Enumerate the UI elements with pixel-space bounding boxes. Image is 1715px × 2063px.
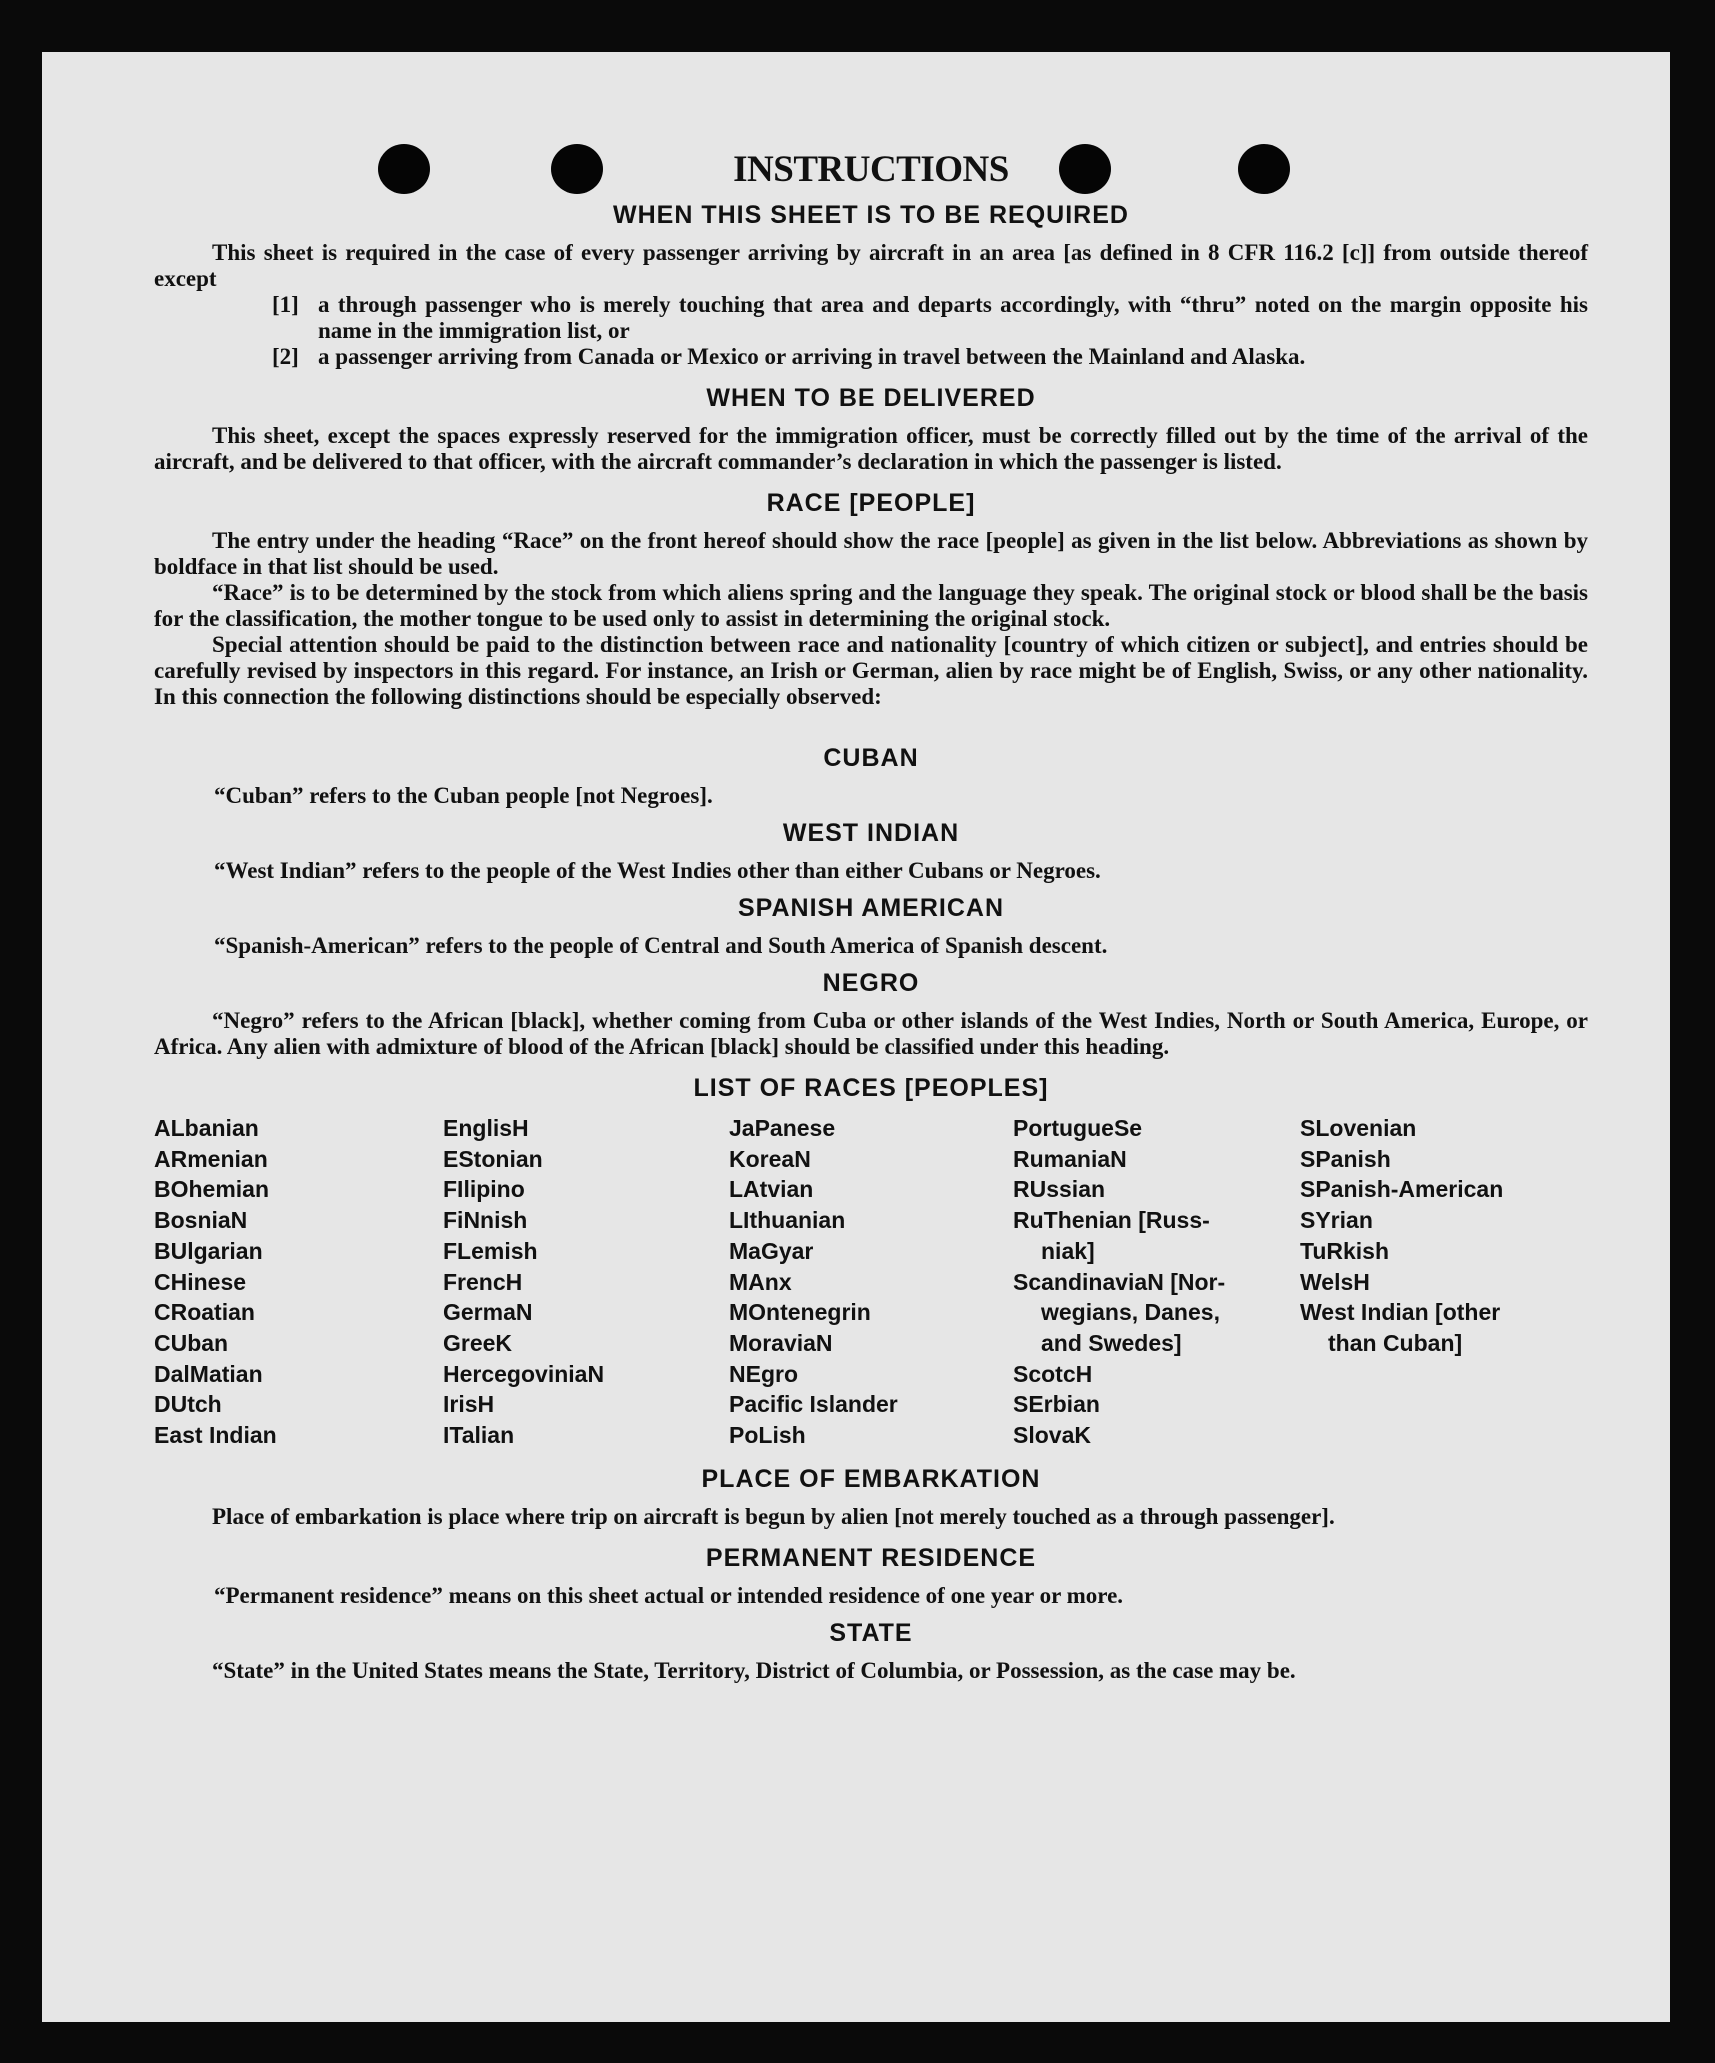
race-entry: EnglisH: [443, 1115, 529, 1141]
race-entry: MoraviaN: [729, 1329, 833, 1356]
race-entry: ALbanian: [154, 1115, 259, 1141]
heading-required: WHEN THIS SHEET IS TO BE REQUIRED: [613, 201, 1129, 229]
race-entry: and Swedes]: [1041, 1329, 1182, 1356]
race-entry: SlovaK: [1013, 1422, 1091, 1449]
heading-negro: NEGRO: [822, 969, 920, 997]
negro-text: “Negro” refers to the African [black], whether coming from Cuba or other islands of the West Indies, North or South America, Europe, or Africa. Any alien with admixture of blood of the African [black] should be classified under this heading.: [154, 1008, 1588, 1059]
race-paragraph: The entry under the heading “Race” on the front hereof should show the race [people] as given in the list below. Abbreviations as shown by boldface in that list should be used.: [154, 528, 1588, 579]
race-entry: RuThenian [Russ-: [1013, 1207, 1210, 1234]
race-entry: FiNnish: [443, 1207, 528, 1234]
heading-list-of-races: LIST OF RACES [PEOPLES]: [693, 1074, 1049, 1102]
race-entry: DalMatian: [154, 1360, 263, 1387]
race-entry: MaGyar: [729, 1237, 814, 1264]
instructions-content: [154, 148, 1588, 1684]
race-entry: BosniaN: [154, 1207, 248, 1234]
spanish-american-text: “Spanish-American” refers to the people of Central and South America of Spanish descent.: [214, 933, 1108, 958]
race-entry: CRoatian: [154, 1299, 255, 1326]
race-entry: RumaniaN: [1013, 1145, 1127, 1172]
cuban-text: “Cuban” refers to the Cuban people [not Negroes].: [214, 783, 713, 808]
race-entry: FrencH: [443, 1268, 523, 1295]
race-entry: IrisH: [443, 1391, 495, 1418]
race-entry: BUlgarian: [154, 1237, 263, 1264]
race-paragraph: Special attention should be paid to the distinction between race and nationality [country of which citizen or subject], and entries should be carefully revised by inspectors in this regard. For instance, an Irish or German, alien by race might be of English, Swiss, or any other nationality. In this connection the following distinctions should be especially observed:: [154, 632, 1588, 709]
heading-west-indian: WEST INDIAN: [782, 819, 960, 847]
race-entry: East Indian: [154, 1422, 277, 1449]
race-entry: PoLish: [729, 1422, 806, 1449]
race-paragraph: “Race” is to be determined by the stock from which aliens spring and the language they speak. The original stock or blood shall be the basis for the classification, the mother tongue to be used only to assist in determining the original stock.: [154, 580, 1588, 631]
race-entry: HercegoviniaN: [443, 1360, 605, 1387]
heading-spanish-american: SPANISH AMERICAN: [737, 894, 1004, 922]
race-entry: ARmenian: [154, 1145, 268, 1172]
residence-text: “Permanent residence” means on this sheet actual or intended residence of one year or more.: [214, 1582, 1124, 1608]
heading-race: RACE [PEOPLE]: [766, 489, 976, 517]
race-entry: SLovenian: [1300, 1115, 1417, 1141]
required-intro: This sheet is required in the case of every passenger arriving by aircraft in an area [as defined in 8 CFR 116.2 [c]] from outside thereof except: [154, 240, 1588, 291]
race-entry: MAnx: [729, 1268, 792, 1295]
race-entry: JaPanese: [729, 1115, 836, 1141]
race-entry: ITalian: [443, 1422, 515, 1449]
race-entry: SPanish-American: [1300, 1176, 1504, 1203]
race-entry: SPanish: [1300, 1145, 1391, 1172]
race-entry: LIthuanian: [729, 1207, 846, 1234]
races-column: [729, 1113, 1013, 1451]
race-entry: GermaN: [443, 1299, 533, 1326]
item-number: [2]: [272, 344, 299, 369]
state-text: “State” in the United States means the State, Territory, District of Columbia, or Possession, as the case may be.: [212, 1657, 1296, 1683]
race-entry: CHinese: [154, 1268, 247, 1295]
race-entry: GreeK: [443, 1329, 513, 1356]
delivered-text: This sheet, except the spaces expressly reserved for the immigration officer, must be correctly filled out by the time of the arrival of the aircraft, and be delivered to that officer, with the aircraft commander’s declaration in which the passenger is listed.: [154, 423, 1588, 474]
race-entry: ScandinaviaN [Nor-: [1013, 1268, 1226, 1295]
race-entry: CUban: [154, 1329, 229, 1356]
race-entry: SErbian: [1013, 1391, 1100, 1418]
races-column: [1300, 1113, 1590, 1451]
race-entry: BOhemian: [154, 1176, 270, 1203]
race-entry: MOntenegrin: [729, 1299, 871, 1326]
race-entry: EStonian: [443, 1145, 543, 1172]
page-title: INSTRUCTIONS: [733, 149, 1009, 190]
race-entry: wegians, Danes,: [1041, 1299, 1220, 1326]
races-column: [443, 1113, 729, 1451]
race-entry: NEgro: [729, 1360, 798, 1387]
race-entry: TuRkish: [1300, 1237, 1390, 1264]
exception-item: [272, 292, 1588, 344]
race-entry: WelsH: [1300, 1268, 1370, 1295]
race-entry: SYrian: [1300, 1207, 1373, 1234]
embarkation-text: Place of embarkation is place where trip on aircraft is begun by alien [not merely touched as a through passenger].: [212, 1503, 1335, 1529]
item-text: a passenger arriving from Canada or Mexico or arriving in travel between the Mainland and Alaska.: [318, 344, 1306, 369]
heading-embarkation: PLACE OF EMBARKATION: [701, 1464, 1041, 1493]
heading-residence: PERMANENT RESIDENCE: [705, 1543, 1037, 1572]
exception-item: [272, 344, 1588, 370]
race-entry: Pacific Islander: [729, 1391, 898, 1418]
race-entry: FLemish: [443, 1237, 538, 1264]
race-entry: DUtch: [154, 1391, 222, 1418]
race-entry: LAtvian: [729, 1176, 814, 1203]
item-number: [1]: [272, 292, 299, 317]
heading-cuban: CUBAN: [823, 744, 919, 772]
races-column: [154, 1113, 443, 1451]
west-indian-text: “West Indian” refers to the people of the West Indies other than either Cubans or Negroes.: [214, 858, 1101, 883]
race-entry: than Cuban]: [1328, 1329, 1463, 1356]
heading-delivered: WHEN TO BE DELIVERED: [706, 384, 1036, 412]
item-text: a through passenger who is merely touching that area and departs accordingly, with “thru” noted on the margin opposite his name in the immigration list, or: [318, 292, 1588, 343]
races-list: [154, 1113, 1588, 1451]
race-entry: ScotcH: [1013, 1360, 1093, 1387]
race-entry: KoreaN: [729, 1145, 811, 1172]
race-entry: PortugueSe: [1013, 1115, 1143, 1141]
heading-state: STATE: [829, 1618, 913, 1647]
race-entry: West Indian [other: [1300, 1299, 1501, 1326]
race-entry: FIlipino: [443, 1176, 525, 1203]
race-entry: niak]: [1041, 1237, 1095, 1264]
races-column: [1013, 1113, 1300, 1451]
race-entry: RUssian: [1013, 1176, 1106, 1203]
